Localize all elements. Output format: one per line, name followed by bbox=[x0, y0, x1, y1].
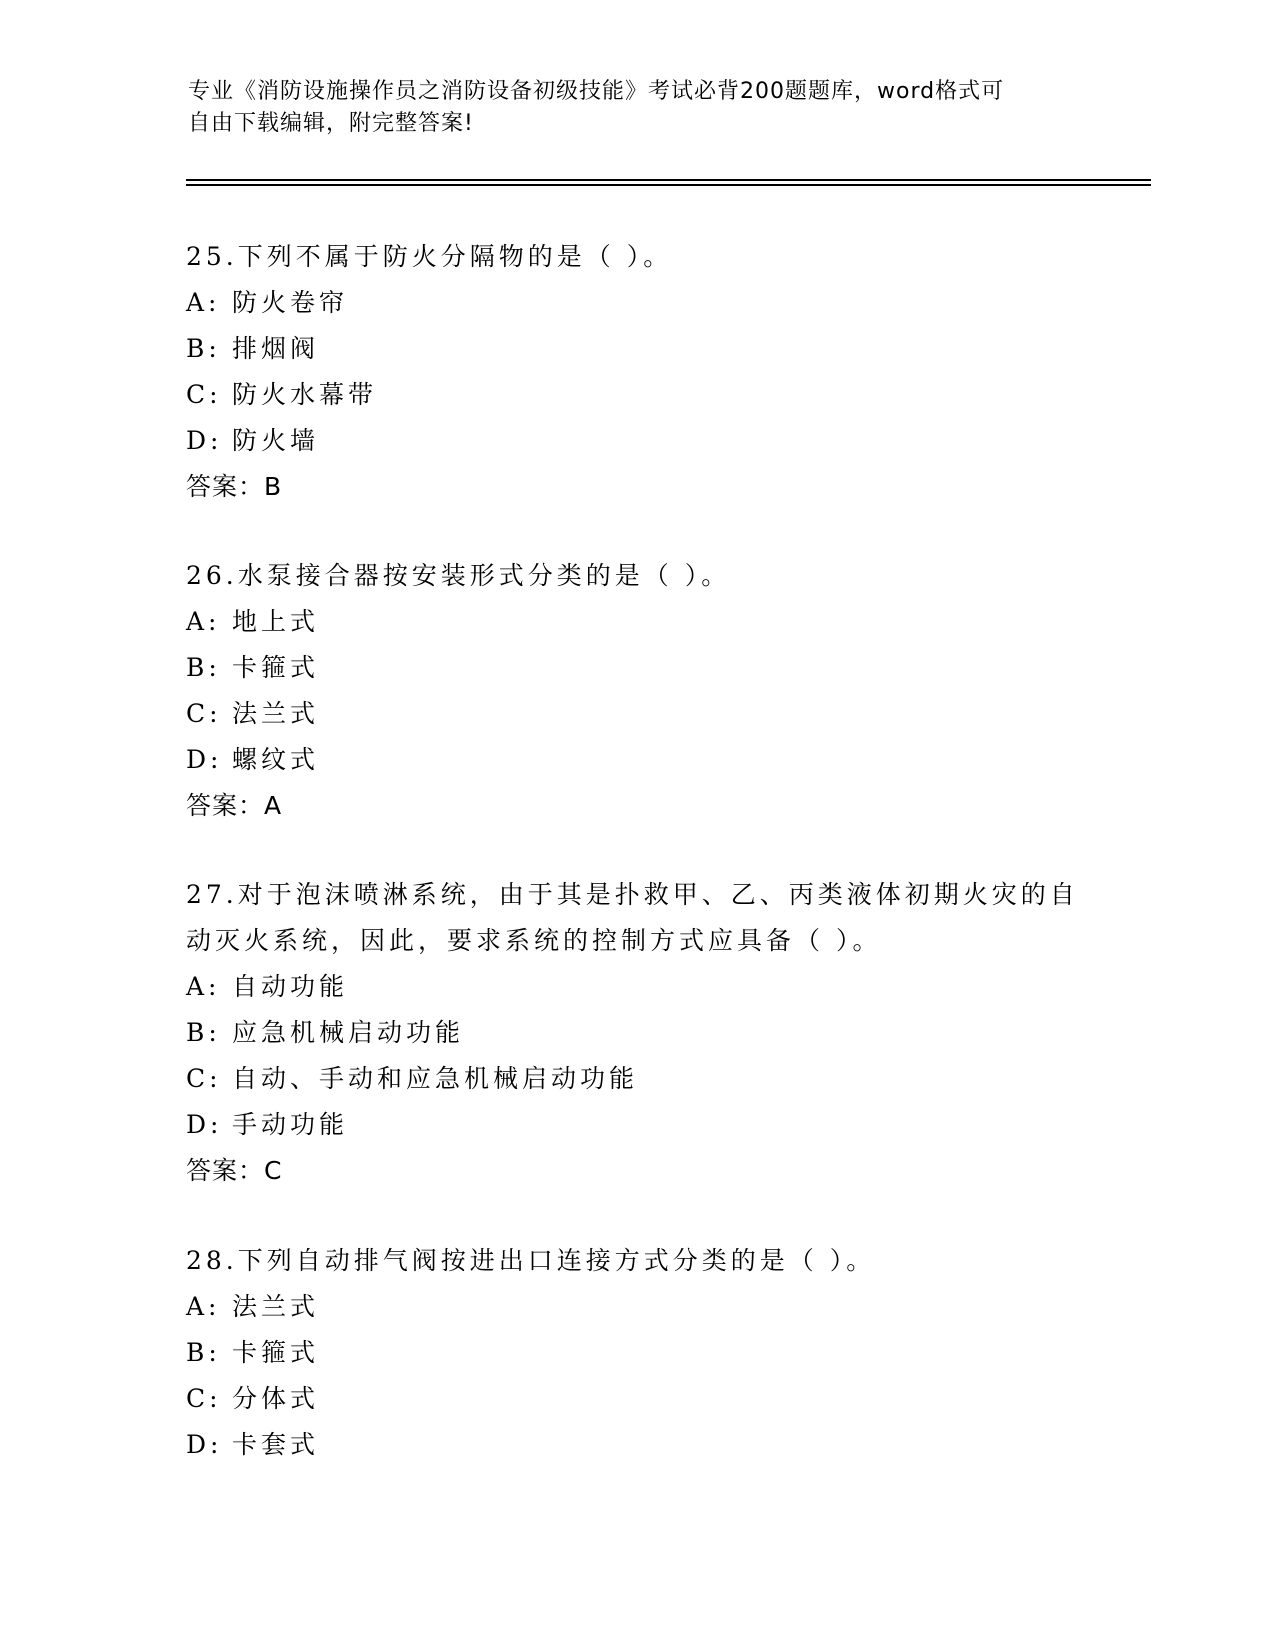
option-letter: B: bbox=[186, 653, 221, 682]
option-d bbox=[186, 1422, 1086, 1468]
option-c bbox=[186, 372, 1086, 418]
option-text: 排烟阀 bbox=[232, 334, 320, 363]
question-stem-line-2: 动灭火系统，因此，要求系统的控制方式应具备（ ）。 bbox=[186, 926, 882, 955]
header-line-2: 自由下载编辑，附完整答案! bbox=[188, 111, 474, 136]
question-27 bbox=[186, 872, 1086, 1194]
document-header bbox=[188, 76, 1068, 140]
option-letter: A: bbox=[186, 1292, 221, 1321]
option-text: 卡箍式 bbox=[232, 1338, 320, 1367]
option-a bbox=[186, 280, 1086, 326]
option-text: 分体式 bbox=[232, 1384, 320, 1413]
option-letter: C: bbox=[186, 1384, 222, 1413]
option-text: 法兰式 bbox=[232, 699, 320, 728]
option-letter: D: bbox=[186, 1430, 223, 1459]
option-letter: A: bbox=[186, 607, 221, 636]
option-text: 防火墙 bbox=[232, 426, 320, 455]
option-text: 防火卷帘 bbox=[232, 288, 349, 317]
option-b bbox=[186, 326, 1086, 372]
answer: 答案：A bbox=[186, 791, 283, 820]
option-text: 防火水幕带 bbox=[232, 380, 378, 409]
option-letter: B: bbox=[186, 1018, 221, 1047]
option-b bbox=[186, 1010, 1086, 1056]
option-text: 螺纹式 bbox=[232, 745, 320, 774]
option-letter: A: bbox=[186, 288, 221, 317]
question-25 bbox=[186, 234, 1086, 510]
answer: 答案：B bbox=[186, 472, 283, 501]
answer: 答案：C bbox=[186, 1156, 283, 1185]
option-letter: C: bbox=[186, 699, 222, 728]
question-28 bbox=[186, 1238, 1086, 1468]
option-letter: D: bbox=[186, 1110, 223, 1139]
option-text: 手动功能 bbox=[232, 1110, 349, 1139]
option-c bbox=[186, 1056, 1086, 1102]
option-letter: B: bbox=[186, 334, 221, 363]
option-text: 卡套式 bbox=[232, 1430, 320, 1459]
header-divider-bottom bbox=[186, 184, 1151, 186]
option-a bbox=[186, 1284, 1086, 1330]
question-26 bbox=[186, 553, 1086, 829]
option-d bbox=[186, 418, 1086, 464]
option-c bbox=[186, 1376, 1086, 1422]
option-text: 应急机械启动功能 bbox=[232, 1018, 465, 1047]
option-c bbox=[186, 691, 1086, 737]
option-letter: D: bbox=[186, 745, 223, 774]
question-stem: 25.下列不属于防火分隔物的是（ ）。 bbox=[186, 242, 673, 271]
option-letter: A: bbox=[186, 972, 221, 1001]
question-stem: 26.水泵接合器按安装形式分类的是（ ）。 bbox=[186, 561, 731, 590]
question-stem: 28.下列自动排气阀按进出口连接方式分类的是（ ）。 bbox=[186, 1246, 876, 1275]
option-letter: D: bbox=[186, 426, 223, 455]
option-text: 地上式 bbox=[232, 607, 320, 636]
option-d bbox=[186, 1102, 1086, 1148]
option-text: 法兰式 bbox=[232, 1292, 320, 1321]
header-divider-top bbox=[186, 179, 1151, 181]
option-text: 自动功能 bbox=[232, 972, 349, 1001]
option-letter: C: bbox=[186, 380, 222, 409]
question-stem-line-1: 27.对于泡沫喷淋系统，由于其是扑救甲、乙、丙类液体初期火灾的自 bbox=[186, 880, 1079, 909]
option-a bbox=[186, 599, 1086, 645]
option-b bbox=[186, 1330, 1086, 1376]
option-letter: C: bbox=[186, 1064, 222, 1093]
option-d bbox=[186, 737, 1086, 783]
option-b bbox=[186, 645, 1086, 691]
option-letter: B: bbox=[186, 1338, 221, 1367]
option-a bbox=[186, 964, 1086, 1010]
option-text: 卡箍式 bbox=[232, 653, 320, 682]
header-line-1: 专业《消防设施操作员之消防设备初级技能》考试必背200题题库，word格式可 bbox=[188, 79, 1005, 104]
option-text: 自动、手动和应急机械启动功能 bbox=[232, 1064, 639, 1093]
